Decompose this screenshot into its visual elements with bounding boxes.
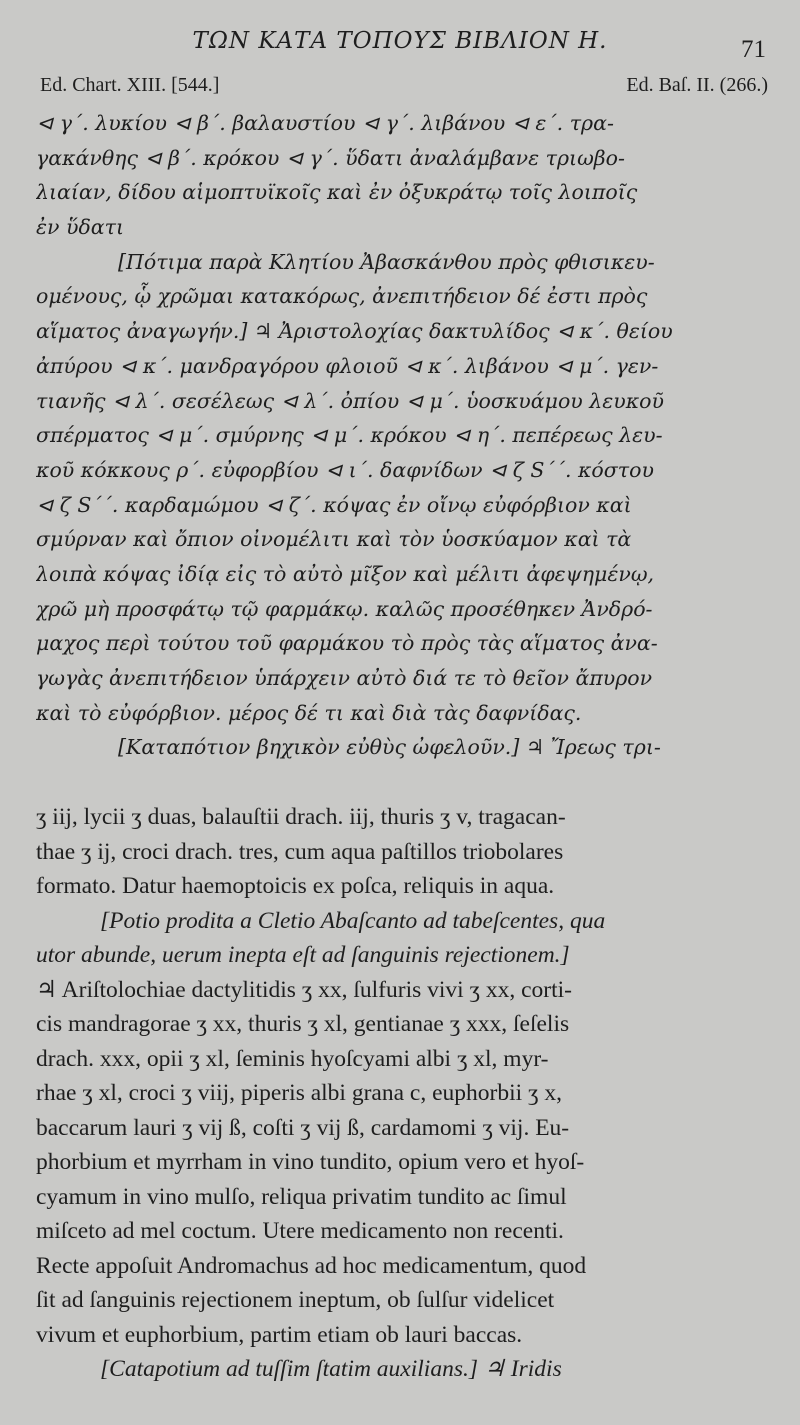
greek-text-line: ⊲ γ΄. λυκίου ⊲ β΄. βαλαυστίου ⊲ γ΄. λιβάνου ⊲ ε΄. τρα- [36, 111, 614, 135]
greek-text-line: τιανῆς ⊲ λ΄. σεσέλεως ⊲ λ΄. ὀπίου ⊲ μ΄. ὑοσκυάμου λευκοῦ [36, 388, 664, 413]
greek-text-line: ομένους, ᾧ χρῶμαι κατακόρως, ἀνεπιτήδειον δέ ἐστι πρὸς [36, 284, 648, 309]
greek-text-block [36, 106, 766, 765]
latin-text-line: ♃ Ariſtolochiae dactylitidis ʒ xx, ſulfuris vivi ʒ xx, corti- [36, 976, 573, 1003]
greek-text-line: [Πότιμα παρὰ Κλητίου Ἀβασκάνθου πρὸς φθισικευ- [118, 249, 655, 274]
page-number: 71 [741, 36, 766, 63]
latin-text-line: phorbium et myrrham in vino tundito, opium vero et hyoſ- [36, 1149, 585, 1175]
latin-text-line: [Potio prodita a Cletio Abaſcanto ad tabeſcentes, qua [100, 907, 606, 934]
greek-text-line: μαχος περὶ τούτου τοῦ φαρμάκου τὸ πρὸς τὰς αἵματος ἀνα- [36, 631, 658, 656]
edition-references [40, 74, 768, 104]
latin-text-line: formato. Datur haemoptoicis ex poſca, reliquis in aqua. [36, 873, 555, 899]
greek-text-line: γακάνθης ⊲ β΄. κρόκου ⊲ γ΄. ὕδατι ἀναλάμβανε τριωβο- [36, 145, 625, 170]
latin-text-line: vivum et euphorbium, partim etiam ob lauri baccas. [36, 1321, 523, 1348]
greek-text-line: λοιπὰ κόψας ἰδίᾳ εἰς τὸ αὐτὸ μῖξον καὶ μέλιτι ἀφεψημένῳ, [36, 561, 655, 586]
greek-text-line: σμύρναν καὶ ὄπιον οἰνομέλιτι καὶ τὸν ὑοσκύαμον καὶ τὰ [36, 527, 632, 552]
running-title: ΤΩΝ ΚΑΤΑ ΤΟΠΟΥΣ ΒΙΒΛΙΟΝ Η. [192, 28, 608, 54]
greek-text-line: αἵματος ἀναγωγήν.] ♃ Ἀριστολοχίας δακτυλίδος ⊲ κ΄. θείου [36, 319, 673, 344]
latin-text-line: Recte appoſuit Andromachus ad hoc medicamentum, quod [36, 1252, 587, 1279]
latin-text-line: ſit ad ſanguinis rejectionem ineptum, ob ſulſur videlicet [36, 1287, 555, 1313]
latin-text-line: miſceto ad mel coctum. Utere medicamento non recenti. [36, 1218, 564, 1244]
greek-text-line: σπέρματος ⊲ μ΄. σμύρνης ⊲ μ΄. κρόκου ⊲ η΄. πεπέρεως λευ- [36, 423, 663, 448]
latin-text-line: drach. xxx, opii ʒ xl, ſeminis hyoſcyami albi ʒ xl, myr- [36, 1045, 549, 1072]
latin-text-line: cyamum in vino mulſo, reliqua privatim tundito ac ſimul [36, 1183, 567, 1210]
edition-right: Ed. Baſ. II. (266.) [626, 74, 768, 96]
greek-text-line: ἀπύρου ⊲ κ΄. μανδραγόρου φλοιοῦ ⊲ κ΄. λιβάνου ⊲ μ΄. γεν- [36, 353, 659, 378]
greek-text-line: γωγὰς ἀνεπιτήδειον ὑπάρχειν αὐτὸ διά τε τὸ θεῖον ἄπυρον [36, 666, 653, 690]
greek-text-line: λιαίαν, δίδου αἱμοπτυϊκοῖς καὶ ἐν ὀξυκράτῳ τοῖς λοιποῖς [36, 180, 638, 205]
greek-text-line: ⊲ ζ S΄΄. καρδαμώμου ⊲ ζ΄. κόψας ἐν οἴνῳ εὐφόρβιον καὶ [36, 492, 632, 517]
latin-text-line: utor abunde, uerum inepta eſt ad ſanguinis rejectionem.] [36, 942, 570, 968]
latin-text-line: thae ʒ ij, croci drach. tres, cum aqua paſtillos triobolares [36, 838, 564, 865]
greek-text-line: [Καταπότιον βηχικὸν εὐθὺς ὠφελοῦν.] ♃ Ἴρεως τρι- [118, 735, 661, 760]
greek-text-line: χρῶ μὴ προσφάτῳ τῷ φαρμάκῳ. καλῶς προσέθηκεν Ἀνδρό- [36, 596, 653, 621]
greek-text-line: ἐν ὕδατι [36, 215, 125, 240]
latin-text-line: [Catapotium ad tuſſim ſtatim auxilians.] ♃ Iridis [100, 1356, 562, 1382]
latin-text-line: ʒ iij, lycii ʒ duas, balauſtii drach. iij, thuris ʒ v, tragacan- [36, 804, 566, 830]
latin-text-block [36, 800, 766, 1387]
edition-left: Ed. Chart. XIII. [544.] [40, 74, 220, 96]
latin-text-line: baccarum lauri ʒ vij ß, coſti ʒ vij ß, cardamomi ʒ vij. Eu- [36, 1114, 570, 1141]
greek-text-line: κοῦ κόκκους ρ΄. εὐφορβίου ⊲ ι΄. δαφνίδων ⊲ ζ S΄΄. κόστου [36, 457, 654, 482]
greek-text-line: καὶ τὸ εὐφόρβιον. μέρος δέ τι καὶ διὰ τὰς δαφνίδας. [36, 700, 582, 725]
latin-text-line: cis mandragorae ʒ xx, thuris ʒ xl, gentianae ʒ xxx, ſeſelis [36, 1011, 570, 1037]
latin-text-line: rhae ʒ xl, croci ʒ viij, piperis albi grana c, euphorbii ʒ x, [36, 1080, 562, 1106]
